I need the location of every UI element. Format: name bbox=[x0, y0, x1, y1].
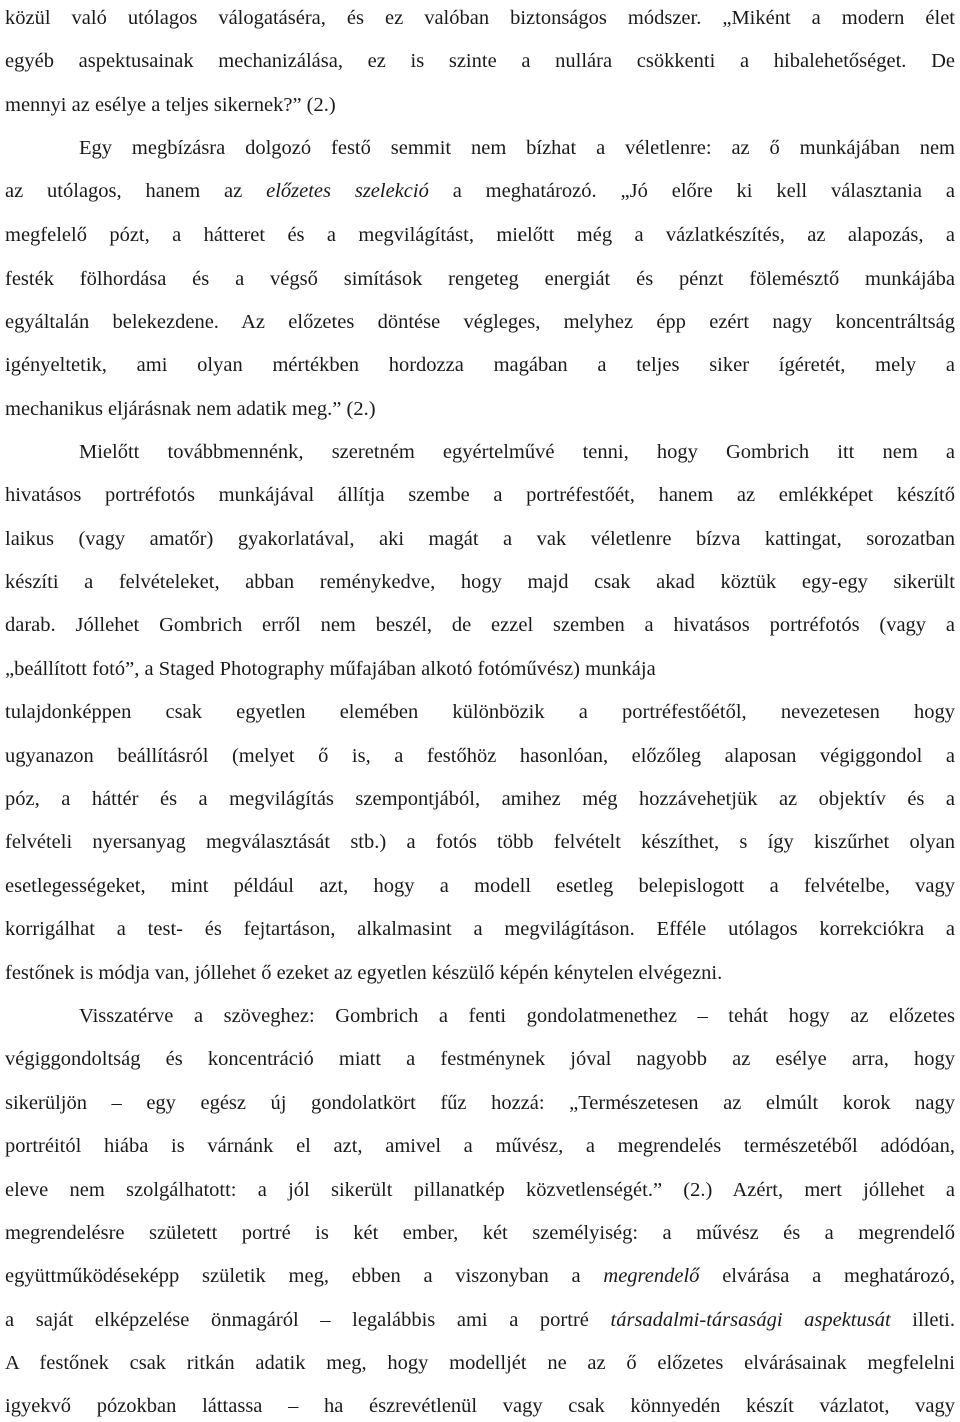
text-segment: festék fölhordása és a végső simítások rengeteg energiát és pénzt fölemésztő munkájába bbox=[5, 268, 955, 290]
text-line bbox=[79, 135, 955, 161]
text-segment: igyekvő pózokban láttassa – ha észrevétlenül vagy csak könnyedén készít vázlatot, vagy bbox=[5, 1395, 955, 1417]
text-segment: póz, a háttér és a megvilágítás szempontjából, amihez még hozzávehetjük az objektív és a bbox=[5, 788, 955, 810]
italic-text: társadalmi-társasági aspektusát bbox=[610, 1309, 891, 1331]
text-line bbox=[5, 222, 955, 248]
text-line bbox=[5, 48, 955, 74]
text-segment: darab. Jóllehet Gombrich erről nem beszél, de ezzel szemben a hivatásos portréfotós (vagy a bbox=[5, 614, 955, 636]
text-segment: mennyi az esélye a teljes sikernek?” (2.) bbox=[5, 94, 336, 116]
text-segment: egyáltalán belekezdene. Az előzetes döntése végleges, melyhez épp ezért nagy koncentráltság bbox=[5, 311, 955, 333]
text-segment: portréitól hiába is várnánk el azt, amivel a művész, a megrendelés természetéből adódóan, bbox=[5, 1135, 955, 1157]
text-line bbox=[5, 1177, 955, 1203]
text-line bbox=[5, 612, 955, 638]
text-segment: megfelelő pózt, a hátteret és a megvilágítást, mielőtt még a vázlatkészítés, az alapozás, a bbox=[5, 224, 955, 246]
text-segment: korrigálhat a test- és fejtartáson, alkalmasint a megvilágításon. Efféle utólagos korrekciókra a bbox=[5, 918, 955, 940]
text-line bbox=[5, 1133, 955, 1159]
text-segment: sikerüljön – egy egész új gondolatkört fűz hozzá: „Természetesen az elmúlt korok nagy bbox=[5, 1092, 955, 1114]
text-segment: együttműködéseképp születik meg, ebben a viszonyban a bbox=[5, 1265, 604, 1287]
text-segment: a meghatározó. „Jó előre ki kell választania a bbox=[428, 180, 955, 202]
text-line bbox=[5, 266, 955, 292]
text-segment: Mielőtt továbbmennénk, szeretném egyértelművé tenni, hogy Gombrich itt nem a bbox=[79, 441, 955, 463]
text-line bbox=[5, 396, 955, 422]
text-line bbox=[5, 92, 955, 118]
text-line bbox=[79, 1003, 955, 1029]
text-line bbox=[5, 569, 955, 595]
text-line bbox=[5, 786, 955, 812]
text-segment: laikus (vagy amatőr) gyakorlatával, aki magát a vak véletlenre bízva kattingat, sorozatban bbox=[5, 528, 955, 550]
text-line bbox=[79, 439, 955, 465]
italic-text: előzetes szelekció bbox=[266, 180, 429, 202]
text-segment: Visszatérve a szöveghez: Gombrich a fenti gondolatmenethez – tehát hogy az előzetes bbox=[79, 1005, 955, 1027]
text-segment: A festőnek csak ritkán adatik meg, hogy modelljét ne az ő előzetes elvárásainak megfelelni bbox=[5, 1352, 955, 1374]
text-line bbox=[5, 1090, 955, 1116]
text-line bbox=[5, 309, 955, 335]
text-line bbox=[5, 699, 955, 725]
text-line bbox=[5, 1307, 955, 1333]
text-line bbox=[5, 873, 955, 899]
text-line bbox=[5, 743, 955, 769]
text-segment: esetlegességeket, mint például azt, hogy a modell esetleg belepislogott a felvételbe, vagy bbox=[5, 875, 955, 897]
text-segment: készíti a felvételeket, abban reménykedve, hogy majd csak akad köztük egy-egy sikerült bbox=[5, 571, 955, 593]
text-segment: tulajdonképpen csak egyetlen elemében különbözik a portréfestőétől, nevezetesen hogy bbox=[5, 701, 955, 723]
text-segment: egyéb aspektusainak mechanizálása, ez is szinte a nullára csökkenti a hibalehetőséget. De bbox=[5, 50, 955, 72]
text-segment: eleve nem szolgálhatott: a jól sikerült pillanatkép közvetlenségét.” (2.) Azért, mert jóllehet a bbox=[5, 1179, 955, 1201]
text-line bbox=[5, 1220, 955, 1246]
text-line bbox=[5, 352, 955, 378]
text-segment: végiggondoltság és koncentráció miatt a festménynek jóval nagyobb az esélye arra, hogy bbox=[5, 1048, 955, 1070]
text-line bbox=[5, 5, 955, 31]
text-segment: hivatásos portréfotós munkájával állítja szembe a portréfestőét, hanem az emlékképet készítő bbox=[5, 484, 955, 506]
text-line bbox=[5, 916, 955, 942]
text-segment: megrendelésre született portré is két ember, két személyiség: a művész és a megrendelő bbox=[5, 1222, 955, 1244]
text-line bbox=[5, 526, 955, 552]
text-segment: igényeltetik, ami olyan mértékben hordozza magában a teljes siker ígéretét, mely a bbox=[5, 354, 955, 376]
text-line bbox=[5, 960, 955, 986]
text-segment: közül való utólagos válogatáséra, és ez valóban biztonságos módszer. „Miként a modern élet bbox=[5, 7, 955, 29]
text-line bbox=[5, 1046, 955, 1072]
text-segment: mechanikus eljárásnak nem adatik meg.” (2.) bbox=[5, 398, 376, 420]
text-segment: felvételi nyersanyag megválasztását stb.) a fotós több felvételt készíthet, s így kiszűrhet olyan bbox=[5, 831, 955, 853]
text-segment: a saját elképzelése önmagáról – legalábbis ami a portré bbox=[5, 1309, 611, 1331]
italic-text: megrendelő bbox=[603, 1265, 700, 1287]
text-line bbox=[5, 656, 955, 682]
text-segment: festőnek is módja van, jóllehet ő ezeket az egyetlen készülő képén kénytelen elvégezni. bbox=[5, 962, 723, 984]
text-segment: Egy megbízásra dolgozó festő semmit nem bízhat a véletlenre: az ő munkájában nem bbox=[79, 137, 955, 159]
text-line bbox=[5, 482, 955, 508]
text-segment: az utólagos, hanem az bbox=[5, 180, 267, 202]
text-line bbox=[5, 1393, 955, 1419]
text-segment: illeti. bbox=[890, 1309, 956, 1331]
text-line bbox=[5, 1263, 955, 1289]
text-line bbox=[5, 829, 955, 855]
text-line bbox=[5, 1350, 955, 1376]
text-line bbox=[5, 178, 955, 204]
text-segment: ugyanazon beállításról (melyet ő is, a festőhöz hasonlóan, előzőleg alaposan végiggondol a bbox=[5, 745, 955, 767]
text-segment: elvárása a meghatározó, bbox=[699, 1265, 955, 1287]
text-segment: „beállított fotó”, a Staged Photography műfajában alkotó fotóművész) munkája bbox=[5, 658, 656, 680]
